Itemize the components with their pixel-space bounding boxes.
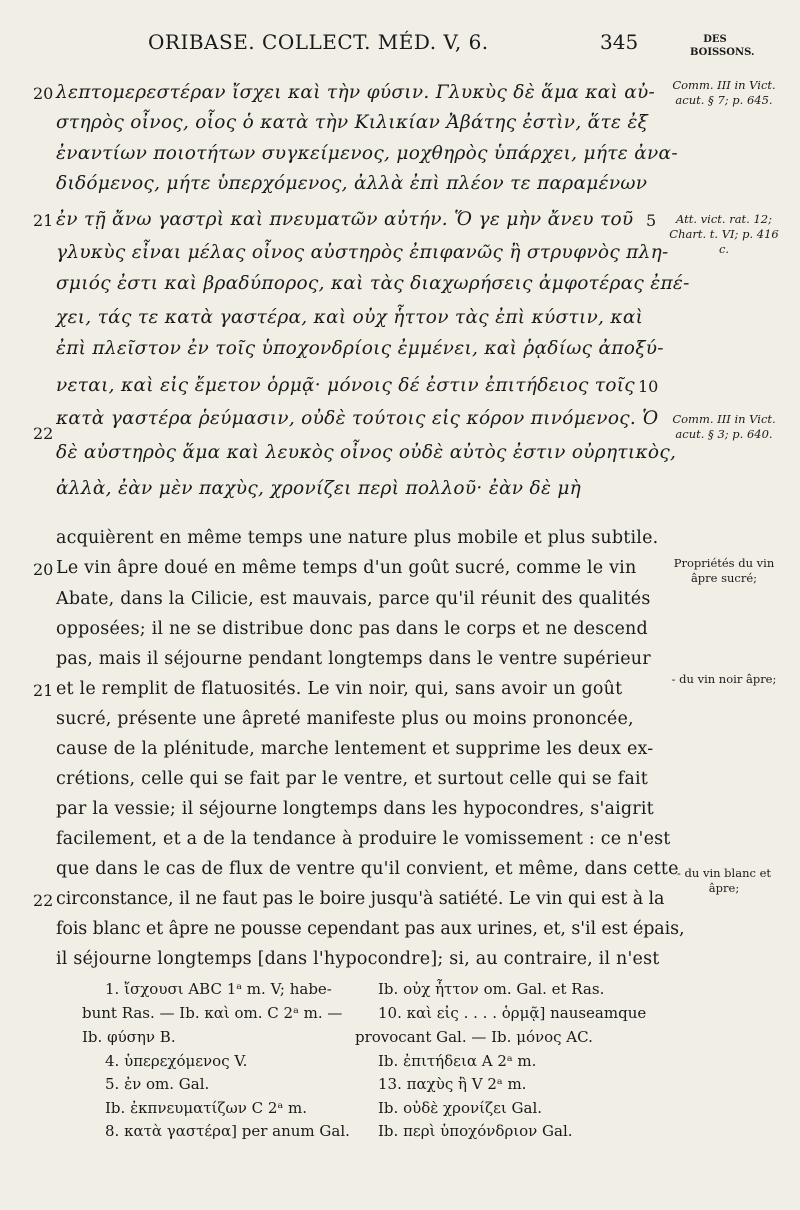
- greek-line: στηρὸς οἶνος, οἷος ὁ κατὰ τὴν Κιλικίαν Ἀβάτης ἐστὶν, ἅτε ἐξ: [56, 112, 649, 133]
- greek-line: ἐπὶ πλεῖστον ἐν τοῖς ὑποχονδρίοις ἐμμένει, καὶ ῥᾳδίως ἀποξύ-: [56, 338, 664, 359]
- line-number: 22: [33, 891, 54, 910]
- page-number: 345: [600, 30, 639, 54]
- french-line: acquièrent en même temps une nature plus mobile et plus subtile.: [56, 528, 659, 548]
- footnote: provocant Gal. — Ib. μόνος AC.: [355, 1028, 593, 1046]
- french-line: pas, mais il séjourne pendant longtemps dans le ventre supérieur: [56, 649, 651, 669]
- greek-line: ἐν τῇ ἄνω γαστρὶ καὶ πνευματῶν αὐτήν. Ὅ γε μὴν ἄνευ τοῦ: [56, 209, 634, 230]
- footnote: Ib. οὐχ ἧττον om. Gal. et Ras.: [378, 980, 605, 998]
- french-line: facilement, et a de la tendance à produire le vomissement : ce n'est: [56, 829, 671, 849]
- french-line: crétions, celle qui se fait par le ventre, et surtout celle qui se fait: [56, 769, 648, 789]
- french-line: circonstance, il ne faut pas le boire jusqu'à satiété. Le vin qui est à la: [56, 889, 665, 909]
- french-line: il séjourne longtemps [dans l'hypocondre]; si, au contraire, il n'est: [56, 949, 660, 969]
- french-line: opposées; il ne se distribue donc pas dans le corps et ne descend: [56, 619, 648, 639]
- margin-reference: Comm. III in Vict. acut. § 3; p. 640.: [672, 412, 776, 441]
- margin-reference: Comm. III in Vict. acut. § 7; p. 645.: [672, 78, 776, 107]
- footnote: 10. καὶ εἰς . . . . ὁρμᾷ] nauseamque: [378, 1004, 647, 1022]
- line-number: 20: [33, 84, 54, 103]
- greek-line: νεται, καὶ εἰς ἔμετον ὁρμᾷ· μόνοις δέ ἐστιν ἐπιτήδειος τοῖς: [56, 375, 635, 396]
- margin-summary: - du vin noir âpre;: [671, 672, 777, 686]
- french-line: par la vessie; il séjourne longtemps dans les hypocondres, s'aigrit: [56, 799, 654, 819]
- footnote: 4. ὑπερεχόμενος V.: [105, 1052, 248, 1070]
- footnote: 5. ἐν om. Gal.: [105, 1075, 210, 1093]
- footnote: bunt Ras. — Ib. καὶ om. C 2ᵃ m. —: [82, 1004, 343, 1022]
- greek-line: χει, τάς τε κατὰ γαστέρα, καὶ οὐχ ἧττον τὰς ἐπὶ κύστιν, καὶ: [56, 307, 644, 328]
- footnote: 8. κατὰ γαστέρα] per anum Gal.: [105, 1122, 350, 1140]
- greek-line: ἀλλὰ, ἐὰν μὲν παχὺς, χρονίζει περὶ πολλοῦ· ἐὰν δὲ μὴ: [56, 478, 582, 499]
- french-line: sucré, présente une âpreté manifeste plus ou moins prononcée,: [56, 709, 634, 729]
- line-count-marker: 10: [638, 377, 659, 396]
- line-count-marker: 5: [646, 211, 657, 230]
- french-line: que dans le cas de flux de ventre qu'il convient, et même, dans cette: [56, 859, 679, 879]
- footnote: Ib. περὶ ὑποχόνδριον Gal.: [378, 1122, 573, 1140]
- french-line: et le remplit de flatuosités. Le vin noir, qui, sans avoir un goût: [56, 679, 623, 699]
- greek-line: διδόμενος, μήτε ὑπερχόμενος, ἀλλὰ ἐπὶ πλέον τε παραμένων: [56, 173, 648, 194]
- footnote: Ib. ἐκπνευματίζων C 2ᵃ m.: [105, 1099, 307, 1117]
- footnote: Ib. φύσην B.: [82, 1028, 176, 1046]
- section-heading: DES BOISSONS.: [690, 34, 755, 58]
- greek-line: γλυκὺς εἶναι μέλας οἶνος αὐστηρὸς ἐπιφανῶς ἢ στρυφνὸς πλη-: [56, 242, 669, 263]
- line-number: 22: [33, 424, 54, 443]
- line-number: 21: [33, 681, 54, 700]
- footnote: 13. παχὺς ἢ V 2ᵃ m.: [378, 1075, 527, 1093]
- greek-line: κατὰ γαστέρα ῥεύμασιν, οὐδὲ τούτοις εἰς κόρον πινόμενος. Ὁ: [56, 408, 659, 429]
- french-line: cause de la plénitude, marche lentement et supprime les deux ex-: [56, 739, 654, 759]
- footnote: Ib. ἐπιτήδεια A 2ᵃ m.: [378, 1052, 537, 1070]
- footnote: Ib. οὐδὲ χρονίζει Gal.: [378, 1099, 543, 1117]
- line-number: 21: [33, 211, 54, 230]
- french-line: Abate, dans la Cilicie, est mauvais, parce qu'il réunit des qualités: [56, 589, 651, 609]
- greek-line: ἐναντίων ποιοτήτων συγκείμενος, μοχθηρὸς ὑπάρχει, μήτε ἀνα-: [56, 143, 678, 164]
- greek-line: δὲ αὐστηρὸς ἅμα καὶ λευκὸς οἶνος οὐδὲ αὐτὸς ἐστιν οὐρητικὸς,: [56, 442, 677, 463]
- margin-summary: - du vin blanc et âpre;: [676, 866, 772, 895]
- margin-reference: Att. vict. rat. 12; Chart. t. VI; p. 416 c.: [669, 212, 779, 256]
- running-head: ORIBASE. COLLECT. MÉD. V, 6.: [148, 30, 489, 54]
- french-line: fois blanc et âpre ne pousse cependant pas aux urines, et, s'il est épais,: [56, 919, 685, 939]
- greek-line: σμιός ἐστι καὶ βραδύπορος, καὶ τὰς διαχωρήσεις ἀμφοτέρας ἐπέ-: [56, 273, 690, 294]
- line-number: 20: [33, 560, 54, 579]
- french-line: Le vin âpre doué en même temps d'un goût sucré, comme le vin: [56, 558, 637, 578]
- greek-line: λεπτομερεστέραν ἴσχει καὶ τὴν φύσιν. Γλυκὺς δὲ ἅμα καὶ αὐ-: [56, 82, 656, 103]
- footnote: 1. ἴσχουσι ABC 1ᵃ m. V; habe-: [105, 980, 332, 998]
- margin-summary: Propriétés du vin âpre sucré;: [673, 556, 775, 585]
